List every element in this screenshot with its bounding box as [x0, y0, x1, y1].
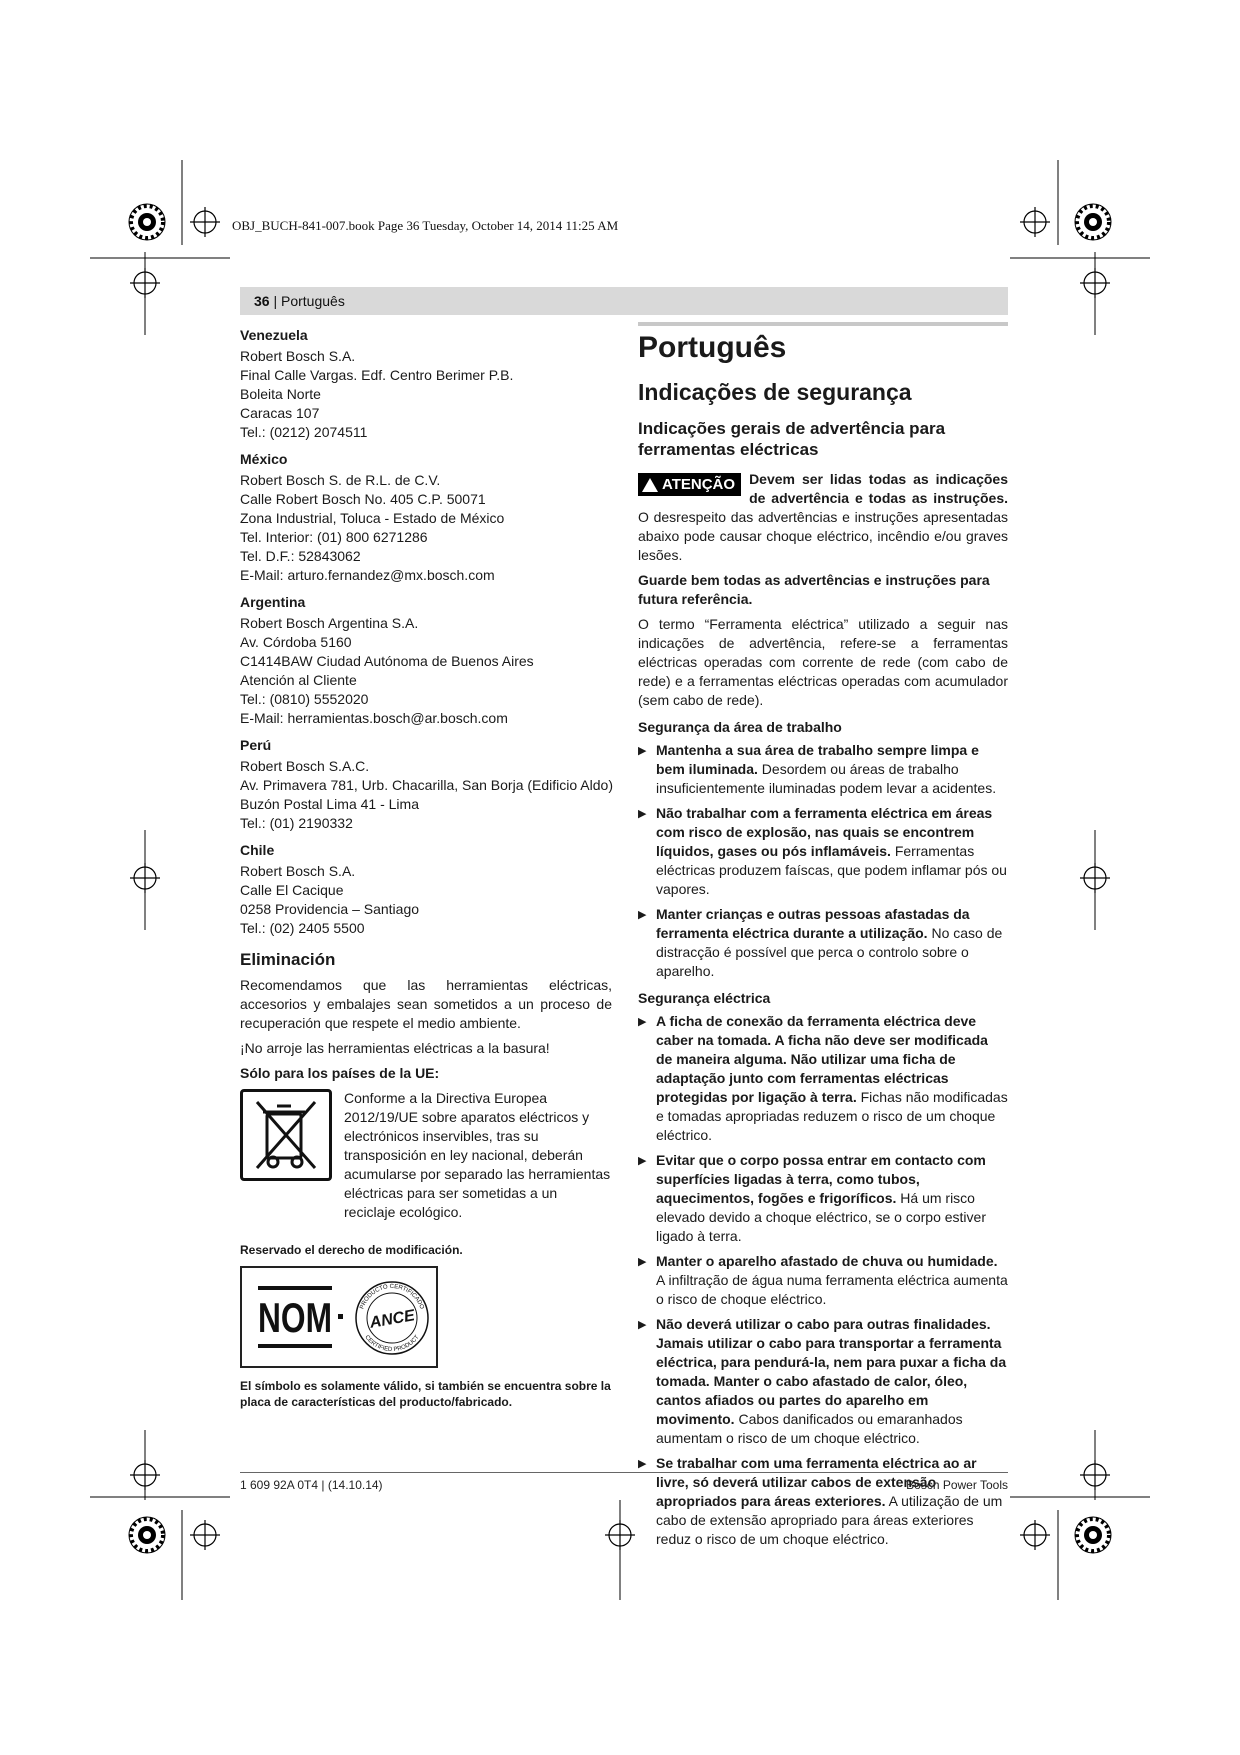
elimination-warning: ¡No arroje las herramientas eléctricas a la basura!	[240, 1040, 550, 1056]
electrical-list	[638, 1012, 1008, 1549]
address-line: Calle Robert Bosch No. 405 C.P. 50071	[240, 491, 486, 507]
address-block	[240, 471, 612, 585]
bullet-item	[638, 905, 1008, 981]
elimination-paragraph: Recomendamos que las herramientas eléctricas, accesorios y embalajes sean sometidos a un proceso de recuperación que respete el medio ambiente.	[240, 977, 612, 1031]
address-block	[240, 347, 612, 442]
weee-block	[240, 1089, 612, 1222]
address-line: Caracas 107	[240, 405, 320, 421]
svg-text:PRODUCTO CERTIFICADO	[359, 1284, 424, 1310]
address-line: Tel. Interior: (01) 800 6271286	[240, 529, 428, 545]
ance-ring-bottom: CERTIFIED PRODUCT	[363, 1334, 421, 1354]
footer-brand: Bosch Power Tools	[906, 1478, 1008, 1492]
address-line: Robert Bosch S. de R.L. de C.V.	[240, 472, 441, 488]
address-line: Final Calle Vargas. Edf. Centro Berimer P.B.	[240, 367, 514, 383]
bullet-text: Desordem ou áreas de trabalho insuficientemente iluminadas podem levar a acidentes.	[656, 761, 997, 796]
bullet-item	[638, 804, 1008, 899]
bullet-text: Há um risco elevado devido a choque eléctrico, se o corpo estiver ligado à terra.	[656, 1190, 986, 1244]
general-warnings-heading: Indicações gerais de advertência para ferramentas eléctricas	[638, 419, 946, 459]
bullet-bold: Não deverá utilizar o cabo para outras finalidades. Jamais utilizar o cabo para transportar a ferramenta eléctrica, para pendurá-la, nem para puxar a ficha da tomada. Manter o cabo afastado de calor, óleo, cantos afiados ou partes do aparelho em movimento.	[656, 1316, 1007, 1427]
country-heading: Argentina	[240, 594, 306, 610]
warning-paragraph	[638, 470, 1008, 565]
address-line: Robert Bosch S.A.	[240, 863, 356, 879]
bullet-item	[638, 1252, 1008, 1309]
left-column	[240, 322, 612, 1418]
symbol-note: El símbolo es solamente válido, si también se encuentra sobre la placa de características del producto/fabricado.	[240, 1379, 611, 1409]
bullet-text: Cabos danificados ou emaranhados aumentam o risco de um choque eléctrico.	[656, 1411, 963, 1446]
bullet-text: A utilização de um cabo de extensão apropriado para áreas exteriores reduz o risco de um choque eléctrico.	[656, 1493, 1003, 1547]
bullet-text: A infiltração de água numa ferramenta eléctrica aumenta o risco de choque eléctrico.	[656, 1272, 1008, 1307]
work-area-heading: Segurança da área de trabalho	[638, 719, 842, 735]
bullet-bold: A ficha de conexão da ferramenta eléctrica deve caber na tomada. A ficha não deve ser modificada de maneira alguma. Não utilizar uma ficha de adaptação junto com ferramentas eléctricas protegidas por ligação à terra.	[656, 1013, 988, 1105]
section-title: Português	[638, 331, 787, 364]
ance-ring-top: PRODUCTO CERTIFICADO	[359, 1283, 425, 1311]
address-line: Zona Industrial, Toluca - Estado de México	[240, 510, 505, 526]
bullet-item	[638, 1454, 1008, 1549]
keep-instructions: Guarde bem todas as advertências e instruções para futura referência.	[638, 572, 990, 607]
address-line: Calle El Cacique	[240, 882, 344, 898]
address-line: Robert Bosch S.A.	[240, 348, 356, 364]
address-block	[240, 862, 612, 938]
footer-rule	[240, 1472, 1008, 1473]
section-rule	[638, 322, 1008, 326]
service-addresses	[240, 326, 612, 938]
address-line: Av. Córdoba 5160	[240, 634, 352, 650]
crossed-bin-icon	[240, 1089, 332, 1181]
bullet-item	[638, 1151, 1008, 1246]
page-number: 36	[254, 293, 270, 309]
address-line: Tel.: (0810) 5552020	[240, 691, 369, 707]
work-area-list	[638, 741, 1008, 981]
bullet-bold: Evitar que o corpo possa entrar em contacto com superfícies ligadas à terra, como tubos, aquecimentos, fogões e frigoríficos.	[656, 1152, 986, 1206]
country-heading: Venezuela	[240, 327, 308, 343]
warning-triangle-icon	[642, 478, 658, 492]
ance-label: ANCE	[368, 1307, 417, 1332]
electrical-heading: Segurança eléctrica	[638, 990, 771, 1006]
address-line: Robert Bosch S.A.C.	[240, 758, 370, 774]
weee-text: Conforme a la Directiva Europea 2012/19/UE sobre aparatos eléctricos y electrónicos inservibles, tras su transposición en ley nacional, deberán acumularse por separado las herramientas eléctricas para ser sometidas a un reciclaje ecológico.	[344, 1090, 611, 1220]
warning-bold-text: Devem ser lidas todas as indicações de advertência e todas as instruções.	[749, 471, 1008, 506]
nom-ance-logo	[240, 1266, 438, 1368]
bullet-item	[638, 1012, 1008, 1145]
bullet-bold: Manter crianças e outras pessoas afastadas da ferramenta eléctrica durante a utilização.	[656, 906, 970, 941]
address-line: Tel. D.F.: 52843062	[240, 548, 361, 564]
address-line: E-Mail: herramientas.bosch@ar.bosch.com	[240, 710, 508, 726]
address-block	[240, 757, 612, 833]
address-line: E-Mail: arturo.fernandez@mx.bosch.com	[240, 567, 495, 583]
header-language: Português	[281, 293, 345, 309]
right-column	[638, 322, 1008, 1555]
nom-label: NOM	[258, 1294, 332, 1341]
term-definition: O termo “Ferramenta eléctrica” utilizado a seguir nas indicações de advertência, refere-se a ferramentas eléctricas operadas com corrente de rede (com cabo de rede) e a ferramentas eléctricas operadas com acumulador (sem cabo de rede).	[638, 616, 1008, 708]
country-heading: México	[240, 451, 288, 467]
elimination-heading: Eliminación	[240, 950, 336, 969]
bullet-bold: Se trabalhar com uma ferramenta eléctrica ao ar livre, só deverá utilizar cabos de extensão apropriados para áreas exteriores.	[656, 1455, 977, 1509]
address-line: C1414BAW Ciudad Autónoma de Buenos Aires	[240, 653, 534, 669]
address-line: Atención al Cliente	[240, 672, 357, 688]
bullet-bold: Manter o aparelho afastado de chuva ou humidade.	[656, 1253, 998, 1269]
bullet-bold: Não trabalhar com a ferramenta eléctrica em áreas com risco de explosão, nas quais se encontrem líquidos, gases ou pós inflamáveis.	[656, 805, 993, 859]
address-line: Tel.: (02) 2405 5500	[240, 920, 365, 936]
bullet-item	[638, 1315, 1008, 1448]
address-line: Buzón Postal Lima 41 - Lima	[240, 796, 419, 812]
warning-badge: ATENÇÃO	[638, 473, 741, 496]
address-line: Boleita Norte	[240, 386, 321, 402]
address-line: Robert Bosch Argentina S.A.	[240, 615, 419, 631]
address-line: Av. Primavera 781, Urb. Chacarilla, San Borja (Edificio Aldo)	[240, 777, 613, 793]
address-line: Tel.: (01) 2190332	[240, 815, 353, 831]
warning-text: O desrespeito das advertências e instruções apresentadas abaixo pode causar choque eléctrico, incêndio e/ou graves lesões.	[638, 509, 1008, 563]
address-line: Tel.: (0212) 2074511	[240, 424, 368, 440]
footer-doc-number: 1 609 92A 0T4 | (14.10.14)	[240, 1478, 383, 1492]
country-heading: Chile	[240, 842, 275, 858]
bullet-item	[638, 741, 1008, 798]
bullet-text: Fichas não modificadas e tomadas apropriadas reduzem o risco de um choque eléctrico.	[656, 1089, 1008, 1143]
svg-text:CERTIFIED PRODUCT	[363, 1334, 420, 1353]
print-slug: OBJ_BUCH-841-007.book Page 36 Tuesday, October 14, 2014 11:25 AM	[232, 218, 619, 233]
bullet-text: Ferramentas eléctricas produzem faíscas, que podem inflamar pós ou vapores.	[656, 843, 1007, 897]
bullet-bold: Mantenha a sua área de trabalho sempre limpa e bem iluminada.	[656, 742, 979, 777]
address-block	[240, 614, 612, 728]
eu-only-label: Sólo para los países de la UE:	[240, 1065, 440, 1081]
bullet-text: No caso de distracção é possível que perca o controlo sobre o aparelho.	[656, 925, 1003, 979]
address-line: 0258 Providencia – Santiago	[240, 901, 420, 917]
safety-heading: Indicações de segurança	[638, 379, 912, 405]
reserved-notice: Reservado el derecho de modificación.	[240, 1243, 463, 1257]
running-header: 36 | Português	[240, 287, 1008, 315]
country-heading: Perú	[240, 737, 272, 753]
